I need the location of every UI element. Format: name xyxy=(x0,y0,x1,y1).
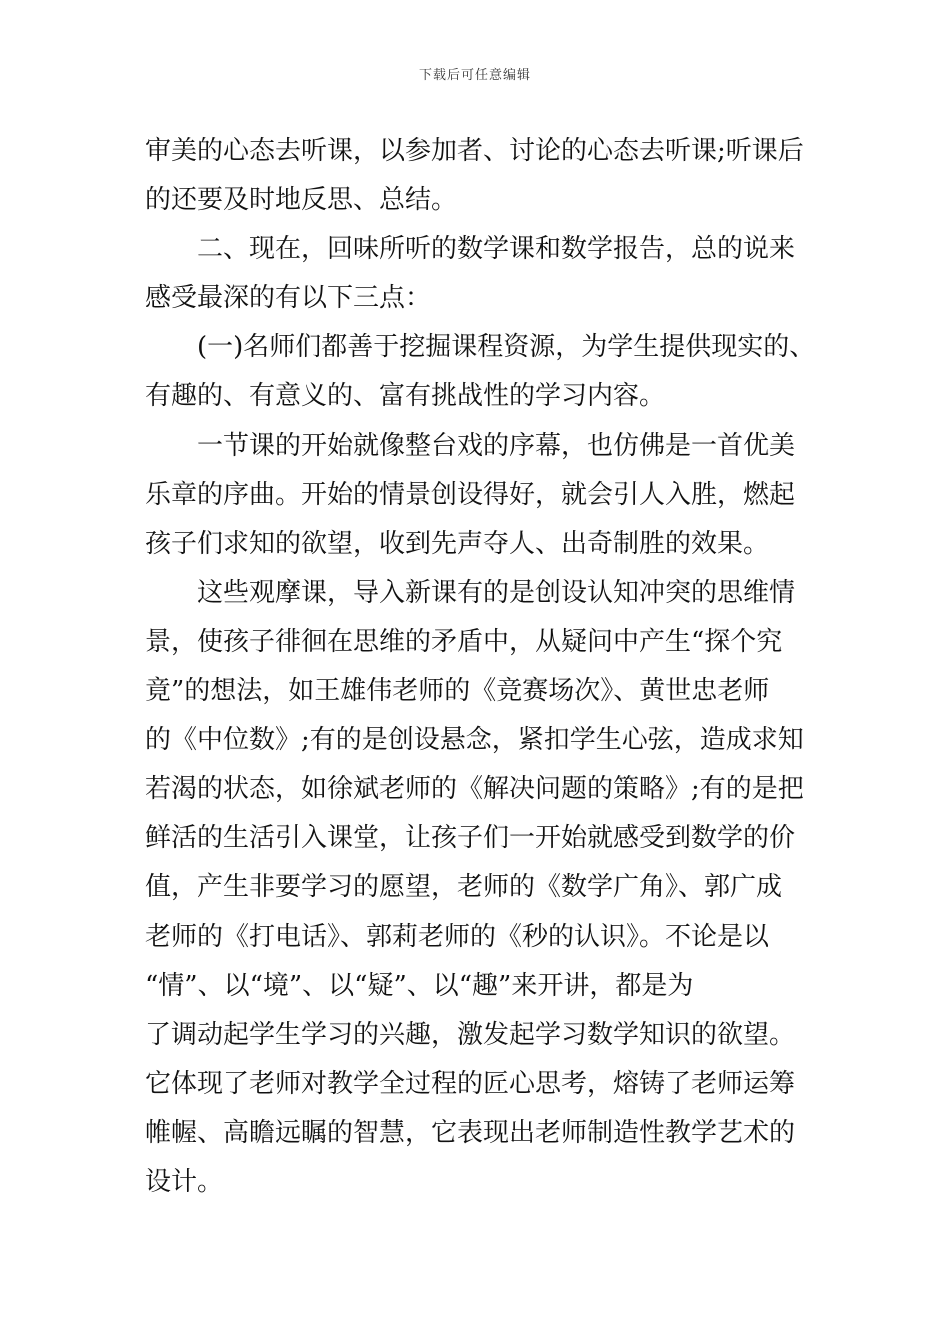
text-line: 它体现了老师对教学全过程的匠心思考，熔铸了老师运筹 xyxy=(145,1068,796,1099)
text-line: 二、现在，回味所听的数学课和数学报告，总的说来 xyxy=(197,234,796,265)
text-line: 了调动起学生学习的兴趣，激发起学习数学知识的欲望。 xyxy=(145,1019,796,1050)
text-line: 的还要及时地反思、总结。 xyxy=(145,185,458,216)
text-line: 景，使孩子徘徊在思维的矛盾中，从疑问中产生“探个究 xyxy=(145,626,783,657)
text-line: 孩子们求知的欲望，收到先声夺人、出奇制胜的效果。 xyxy=(145,528,770,559)
text-line: 竟”的想法，如王雄伟老师的《竞赛场次》、黄世忠老师 xyxy=(145,676,770,707)
text-line: 这些观摩课，导入新课有的是创设认知冲突的思维情 xyxy=(197,577,796,608)
text-line: 审美的心态去听课，以参加者、讨论的心态去听课;听课后 xyxy=(145,136,804,166)
text-line: 老师的《打电话》、郭莉老师的《秒的认识》。不论是以 xyxy=(145,921,770,952)
text-line: 值，产生非要学习的愿望，老师的《数学广角》、郭广成 xyxy=(145,872,783,903)
body-text xyxy=(145,127,815,1207)
text-line: 感受最深的有以下三点： xyxy=(145,283,432,314)
text-line: (一)名师们都善于挖掘课程资源，为学生提供现实的、 xyxy=(197,332,816,363)
text-line: “情”、以“境”、以“疑”、以“趣”来开讲，都是为 xyxy=(145,970,694,1001)
page-header: 下载后可任意编辑 xyxy=(418,68,531,83)
text-line: 有趣的、有意义的、富有挑战性的学习内容。 xyxy=(145,381,666,412)
text-line: 若渴的状态，如徐斌老师的《解决问题的策略》;有的是把 xyxy=(145,774,804,805)
text-line: 的《中位数》;有的是创设悬念，紧扣学生心弦，造成求知 xyxy=(145,725,804,756)
text-line: 乐章的序曲。开始的情景创设得好，就会引人入胜，燃起 xyxy=(145,479,796,510)
text-line: 一节课的开始就像整台戏的序幕，也仿佛是一首优美 xyxy=(197,430,796,461)
text-line: 帷幄、高瞻远瞩的智慧，它表现出老师制造性教学艺术的 xyxy=(145,1117,796,1148)
text-line: 鲜活的生活引入课堂，让孩子们一开始就感受到数学的价 xyxy=(145,823,796,854)
text-line: 设计。 xyxy=(145,1166,224,1197)
